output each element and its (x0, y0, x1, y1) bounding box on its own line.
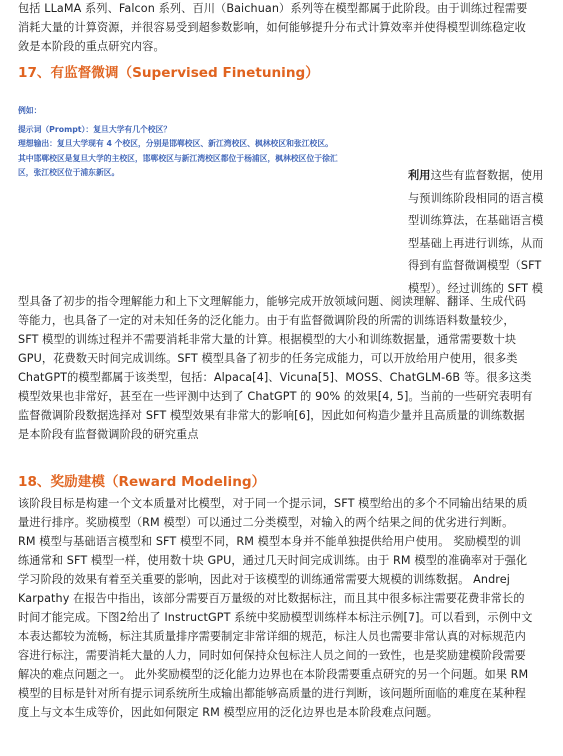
body-line: 量进行排序。奖励模型（RM 模型）可以通过二分类模型，对输入的两个结果之间的优劣进行判断。 (18, 516, 514, 529)
right-column-line: 模型）。经过训练的 SFT 模 (408, 281, 544, 295)
body-line: 模型效果也非常好，甚至在一些评测中达到了 ChatGPT 的 90% 的效果[4, 5]。当前的一些研究表明有 (18, 390, 533, 403)
body-line: 练通常和 SFT 模型一样，使用数十块 GPU，通过几天时间完成训练。由于 RM 模型的准确率对于强化 (18, 554, 528, 567)
right-column-line: 得到有监督微调模型（SFT (408, 259, 542, 273)
example-ideal-output: 区，张江校区位于浦东新区。 (18, 168, 120, 178)
example-block (18, 104, 398, 181)
example-ideal-output: 理想输出：复旦大学现有 4 个校区，分别是邯郸校区、新江湾校区、枫林校区和张江校区。 (18, 139, 333, 149)
body-line: 本表达都较为流畅，标注其质量排序需要制定非常详细的规范，标注人员也需要非常认真的对标规范内 (18, 630, 526, 643)
body-line: ChatGPT的模型都属于该类型，包括：Alpaca[4]、Vicuna[5]、MOSS、ChatGLM-6B 等。很多这类 (18, 371, 532, 384)
body-line: 度上与文本生成等价，因此如何限定 RM 模型应用的泛化边界也是本阶段难点问题。 (18, 706, 439, 719)
body-line: 该阶段目标是构建一个文本质量对比模型，对于同一个提示词，SFT 模型给出的多个不同输出结果的质 (18, 497, 528, 510)
body-line: 监督微调阶段数据选择对 SFT 模型效果有非常大的影响[6]，因此如何构造少量并且高质量的训练数据 (18, 409, 525, 422)
body-line: 时间才能完成。下图2给出了 InstructGPT 系统中奖励模型训练样本标注示例[7]。可以看到，示例中文 (18, 611, 533, 624)
lead-word: 利用 (408, 169, 431, 182)
section-17-body (18, 292, 554, 444)
example-ideal-output: 其中邯郸校区是复旦大学的主校区，邯郸校区与新江湾校区都位于杨浦区，枫林校区位于徐汇 (18, 153, 338, 163)
section-18-heading: 18、奖励建模（Reward Modeling） (18, 474, 266, 490)
body-line: RM 模型与基础语言模型和 SFT 模型不同，RM 模型本身并不能单独提供给用户使用。 奖励模型的训 (18, 535, 521, 548)
intro-line: 消耗大量的计算资源，并很容易受到超参数影响，如何能够提升分布式计算效率并使得模型训练稳定收 (18, 21, 526, 34)
right-column-line: 与预训练阶段相同的语言模 (408, 191, 544, 205)
body-line: 解决的难点问题之一。 此外奖励模型的泛化能力边界也在本阶段需要重点研究的另一个问题。如果 RM (18, 668, 529, 681)
body-line: Karpathy 在报告中指出，该部分需要百万量级的对比数据标注，而且其中很多标注需要花费非常长的 (18, 592, 525, 605)
intro-line: 包括 LLaMA 系列、Falcon 系列、百川（Baichuan）系列等在模型都属于此阶段。由于训练过程需要 (18, 2, 528, 15)
body-line: SFT 模型的训练过程并不需要消耗非常大量的计算。根据模型的大小和训练数据量，通常需要数十块 (18, 333, 517, 346)
body-line: 是本阶段有监督微调阶段的研究重点 (18, 428, 199, 441)
body-line: 等能力，也具备了一定的对未知任务的泛化能力。由于有监督微调阶段的所需的训练语料数量较少， (18, 314, 515, 327)
right-text-column (408, 165, 554, 301)
example-title: 例如： (18, 106, 42, 115)
body-line: GPU，花费数天时间完成训练。SFT 模型具备了初步的任务完成能力，可以开放给用户使用，很多类 (18, 352, 518, 365)
intro-paragraph (18, 0, 554, 56)
section-17-heading: 17、有监督微调（Supervised Finetuning） (18, 65, 319, 81)
body-line: 学习阶段的效果有着至关重要的影响，因此对于该模型的训练通常需要大规模的训练数据。 Andrej (18, 573, 510, 586)
intro-line: 敛是本阶段的重点研究内容。 (18, 40, 165, 53)
section-18-body (18, 494, 554, 722)
right-column-line: 型训练算法，在基础语言模 (408, 214, 544, 228)
right-column-line: 型基础上再进行训练，从而 (408, 236, 544, 250)
body-line: 容进行标注，需要消耗大量的人力，同时如何保持众包标注人员之间的一致性，也是奖励建模阶段需要 (18, 649, 526, 662)
example-prompt: 提示词（Prompt）：复旦大学有几个校区？ (18, 124, 172, 134)
right-column-line: 利用这些有监督数据，使用 (408, 169, 544, 182)
body-line: 型具备了初步的指令理解能力和上下文理解能力，能够完成开放领域问题、阅读理解、翻译、生成代码 (18, 295, 526, 308)
body-line: 模型的目标是针对所有提示词系统所生成输出都能够高质量的进行判断，该问题所面临的难度在某种程 (18, 687, 526, 700)
